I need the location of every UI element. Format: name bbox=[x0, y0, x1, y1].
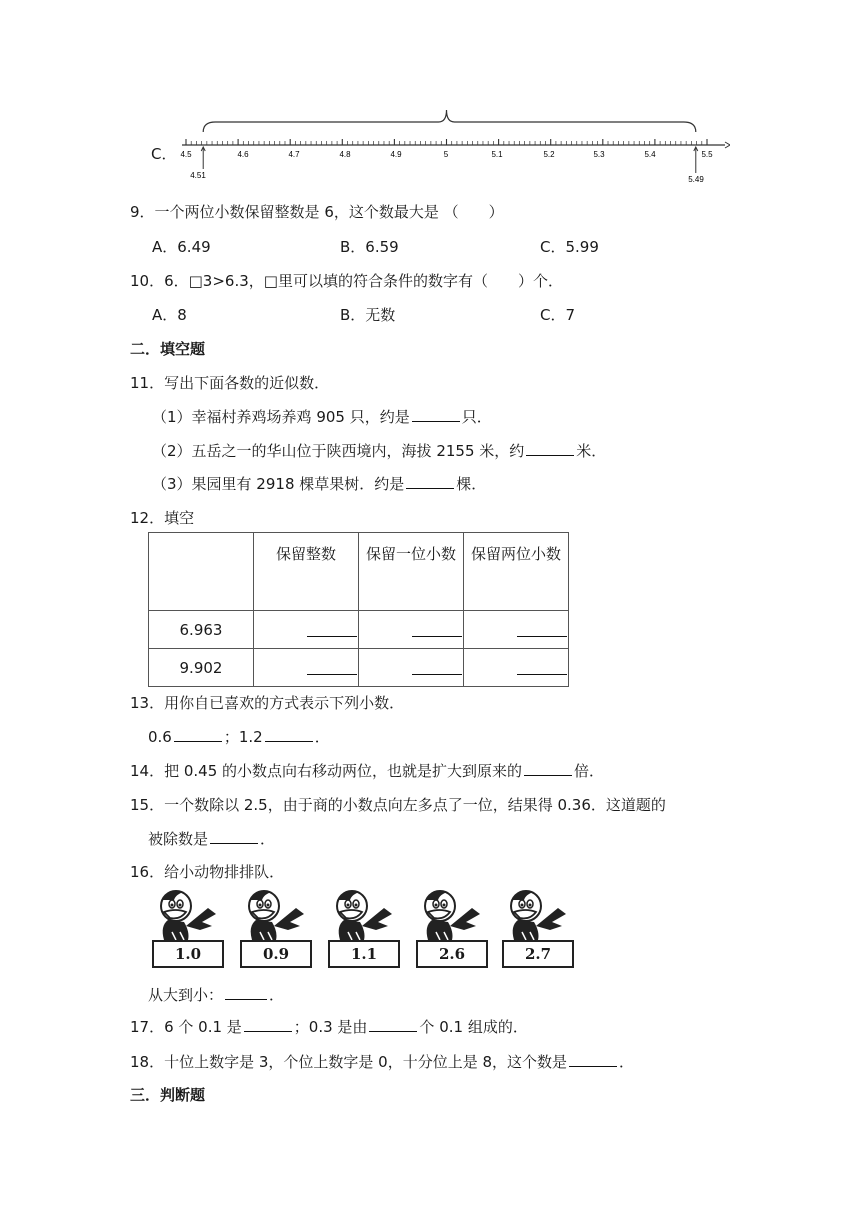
answer-blank[interactable] bbox=[406, 474, 454, 489]
answer-cell[interactable] bbox=[359, 649, 464, 687]
tick-label: 4.9 bbox=[390, 150, 402, 159]
animal-card bbox=[326, 886, 400, 970]
q16-answer bbox=[148, 984, 284, 1005]
tick-label: 5.1 bbox=[491, 150, 503, 159]
q9-option-c[interactable]: C．5.99 bbox=[540, 238, 599, 256]
marker-right-label: 5.49 bbox=[688, 175, 704, 184]
answer-blank[interactable] bbox=[569, 1052, 617, 1067]
answer-cell[interactable] bbox=[464, 611, 569, 649]
answer-blank[interactable] bbox=[412, 407, 460, 422]
q13-end: ． bbox=[314, 728, 330, 746]
answer-blank[interactable] bbox=[210, 829, 258, 844]
table-row bbox=[149, 649, 569, 687]
marker-left-label: 4.51 bbox=[190, 171, 206, 180]
q15-end: ． bbox=[260, 830, 276, 848]
animal-card bbox=[150, 886, 224, 970]
answer-blank[interactable] bbox=[412, 656, 462, 675]
tick-label: 4.8 bbox=[339, 150, 351, 159]
q17-part-b: ；0.3 是由 bbox=[293, 1018, 368, 1036]
q13-value-a: 0.6 bbox=[148, 728, 172, 746]
question-18 bbox=[130, 1051, 634, 1072]
answer-cell[interactable] bbox=[254, 611, 359, 649]
q9-option-a[interactable]: A．6.49 bbox=[152, 238, 211, 256]
question-13-stem: 13．用你自已喜欢的方式表示下列小数． bbox=[130, 694, 405, 712]
q11-p1-unit: 只． bbox=[461, 408, 492, 426]
tick-label: 4.7 bbox=[288, 150, 300, 159]
question-15-line-1: 15．一个数除以 2.5，由于商的小数点向左多点了一位，结果得 0.36．这道题的 bbox=[130, 796, 666, 814]
q17-part-a: 17．6 个 0.1 是 bbox=[130, 1018, 242, 1036]
answer-blank[interactable] bbox=[174, 727, 222, 742]
duck-icon bbox=[326, 886, 400, 944]
question-16-stem: 16．给小动物排排队． bbox=[130, 863, 285, 881]
header-keep-integer: 保留整数 bbox=[254, 533, 359, 611]
tick-label: 5 bbox=[443, 150, 449, 159]
answer-blank[interactable] bbox=[517, 618, 567, 637]
animal-number: 2.7 bbox=[502, 940, 574, 968]
answer-blank[interactable] bbox=[412, 618, 462, 637]
header-keep-two-decimals: 保留两位小数 bbox=[464, 533, 569, 611]
q14-text: 14．把 0.45 的小数点向右移动两位，也就是扩大到原来的 bbox=[130, 762, 523, 780]
section-heading-true-false: 三．判断题 bbox=[130, 1086, 206, 1104]
number-line-axis bbox=[182, 110, 730, 173]
range-brace bbox=[203, 110, 696, 132]
q16-answer-label: 从大到小： bbox=[148, 986, 224, 1004]
question-14 bbox=[130, 760, 604, 781]
duck-icon bbox=[150, 886, 224, 944]
row-value: 6.963 bbox=[149, 611, 254, 649]
q11-part-1 bbox=[152, 406, 492, 427]
answer-cell[interactable] bbox=[464, 649, 569, 687]
table-corner-cell bbox=[149, 533, 254, 611]
q10-option-a[interactable]: A．8 bbox=[152, 306, 187, 324]
answer-blank[interactable] bbox=[244, 1017, 292, 1032]
answer-blank[interactable] bbox=[307, 618, 357, 637]
answer-blank[interactable] bbox=[517, 656, 567, 675]
question-17 bbox=[130, 1016, 528, 1037]
q11-p3-unit: 棵． bbox=[456, 475, 487, 493]
animal-card bbox=[414, 886, 488, 970]
q18-text: 18．十位上数字是 3，个位上数字是 0，十分位上是 8，这个数是 bbox=[130, 1053, 568, 1071]
q13-value-b: ；1.2 bbox=[223, 728, 263, 746]
answer-blank[interactable] bbox=[369, 1017, 417, 1032]
number-line-figure bbox=[180, 104, 730, 184]
answer-blank[interactable] bbox=[526, 441, 574, 456]
animal-number: 1.0 bbox=[152, 940, 224, 968]
animal-number: 2.6 bbox=[416, 940, 488, 968]
duck-icon bbox=[238, 886, 312, 944]
question-9-stem: 9．一个两位小数保留整数是 6，这个数最大是 （ ） bbox=[130, 203, 504, 221]
duck-icon bbox=[500, 886, 574, 944]
q17-part-c: 个 0.1 组成的． bbox=[419, 1018, 528, 1036]
answer-blank[interactable] bbox=[225, 985, 267, 1000]
q16-end: ． bbox=[269, 986, 285, 1004]
q11-p2-unit: 米． bbox=[576, 442, 607, 460]
q10-option-b[interactable]: B．无数 bbox=[340, 306, 396, 324]
axis-arrow bbox=[725, 142, 730, 148]
answer-blank[interactable] bbox=[307, 656, 357, 675]
section-heading-fill-blank: 二．填空题 bbox=[130, 340, 206, 358]
tick-label: 5.2 bbox=[543, 150, 555, 159]
answer-cell[interactable] bbox=[254, 649, 359, 687]
q11-part-3 bbox=[152, 473, 486, 494]
tick-label: 5.5 bbox=[701, 150, 713, 159]
tick-label: 5.3 bbox=[593, 150, 605, 159]
q11-part-2 bbox=[152, 440, 606, 461]
q9-option-b[interactable]: B．6.59 bbox=[340, 238, 399, 256]
q10-option-c[interactable]: C．7 bbox=[540, 306, 576, 324]
answer-cell[interactable] bbox=[359, 611, 464, 649]
question-15-line-2 bbox=[148, 828, 275, 849]
q18-end: ． bbox=[619, 1053, 635, 1071]
answer-blank[interactable] bbox=[265, 727, 313, 742]
q13-answers bbox=[148, 726, 330, 747]
tick-label: 4.6 bbox=[237, 150, 249, 159]
question-12-stem: 12．填空 bbox=[130, 509, 195, 527]
q11-p2-text: （2）五岳之一的华山位于陕西境内，海拔 2155 米，约 bbox=[152, 442, 525, 460]
answer-blank[interactable] bbox=[524, 761, 572, 776]
tick-label: 5.4 bbox=[644, 150, 656, 159]
question-11-stem: 11．写出下面各数的近似数． bbox=[130, 374, 330, 392]
tick-label: 4.5 bbox=[180, 150, 192, 159]
rounding-table bbox=[148, 532, 569, 687]
q15-text: 被除数是 bbox=[148, 830, 209, 848]
header-keep-one-decimal: 保留一位小数 bbox=[359, 533, 464, 611]
q11-p1-text: （1）幸福村养鸡场养鸡 905 只，约是 bbox=[152, 408, 410, 426]
table-row bbox=[149, 611, 569, 649]
question-10-stem: 10．6．□3>6.3，□里可以填的符合条件的数字有（ ）个． bbox=[130, 272, 563, 290]
animal-card bbox=[500, 886, 574, 970]
q14-unit: 倍． bbox=[574, 762, 605, 780]
option-c-label: C． bbox=[151, 145, 177, 163]
animal-number: 0.9 bbox=[240, 940, 312, 968]
duck-icon bbox=[414, 886, 488, 944]
q11-p3-text: （3）果园里有 2918 棵草果树．约是 bbox=[152, 475, 405, 493]
row-value: 9.902 bbox=[149, 649, 254, 687]
animal-card bbox=[238, 886, 312, 970]
animal-number: 1.1 bbox=[328, 940, 400, 968]
